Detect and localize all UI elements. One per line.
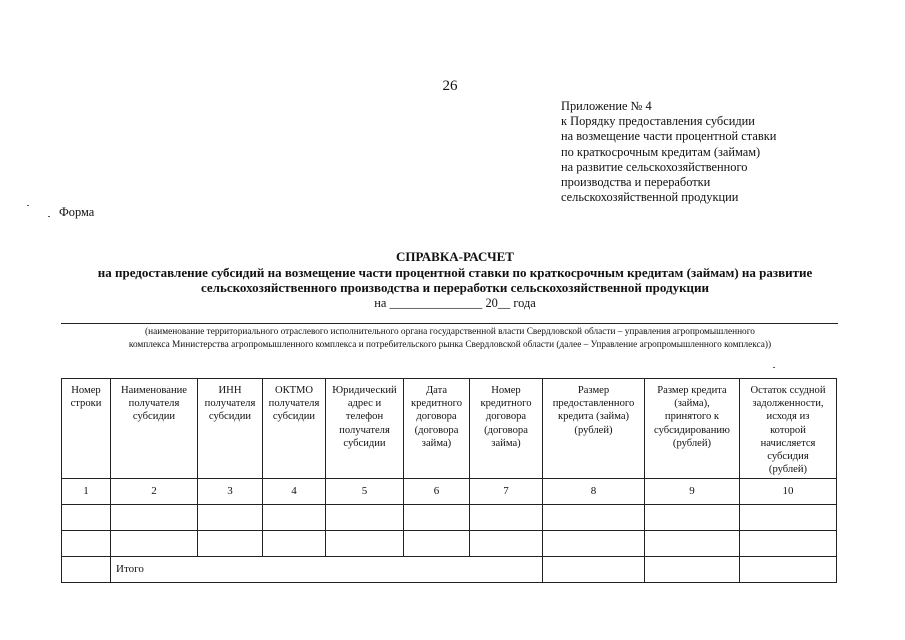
title-main: СПРАВКА-РАСЧЕТ [396,249,514,264]
table-cell [543,505,645,531]
header-text: Размер [577,385,610,396]
column-number: 8 [543,479,645,505]
column-number: 7 [470,479,543,505]
appendix-line: производства и переработки [561,175,711,190]
header-text: которой [770,424,806,436]
total-label: Итого [111,557,543,583]
column-number: 4 [263,479,326,505]
org-caption-line-1: (наименование территориального отраслевого исполнительного органа государственной власти Свердловской области – управления агропромышленного [145,327,755,337]
table-cell [645,505,740,531]
table-cell [263,505,326,531]
appendix-note [561,99,891,205]
header-text: субсидии [132,411,176,423]
header-text: начисляется [760,437,816,449]
header-text: (рублей) [672,437,712,449]
column-number: 6 [404,479,470,505]
table-cell [470,531,543,557]
table-cell [326,505,404,531]
scan-speck [27,205,29,206]
header-cell-recipient-name [111,379,198,479]
header-text: ИНН [218,385,242,396]
table-cell [470,505,543,531]
header-text: получателя [268,398,320,410]
header-text: принятого к [664,411,720,423]
table-cell [740,505,837,531]
appendix-line: к Порядку предоставления субсидии [561,114,755,129]
header-text: кредитного [480,398,532,410]
header-cell-row-number [62,379,111,479]
header-text: (рублей) [768,464,808,476]
org-name-fill-line [61,323,838,324]
appendix-line: сельскохозяйственной продукции [561,190,739,205]
header-text: (договора [484,424,528,436]
appendix-line: на развитие сельскохозяйственного [561,159,748,174]
header-text: субсидированию [654,424,730,436]
table-cell [198,531,263,557]
header-cell-inn [198,379,263,479]
column-number: 1 [62,479,111,505]
table-row [62,505,837,531]
title-line-1: на предоставление субсидий на возмещение части процентной ставки по краткосрочным кредитам (займам) на развитие [97,264,813,280]
table-cell [543,557,645,583]
column-number: 10 [740,479,837,505]
header-cell-subsidized-amount [645,379,740,479]
table-cell [740,557,837,583]
header-text: Наименование [121,385,187,396]
column-number: 3 [198,479,263,505]
calculation-table [61,378,837,583]
header-text: договора [416,411,457,423]
header-cell-outstanding-debt [740,379,837,479]
table-cell [645,557,740,583]
header-text: Юридический [332,385,397,396]
table-cell [62,505,111,531]
header-text: получателя [339,424,390,436]
header-text: предоставленного [552,398,635,410]
form-label: Форма [59,205,95,219]
header-text: адрес и [347,398,382,410]
header-cell-contract-date [404,379,470,479]
table-cell [111,531,198,557]
header-text: (займа), [674,398,710,410]
table-cell [645,531,740,557]
appendix-line: по краткосрочным кредитам (займам) [561,144,761,159]
table-cell [62,557,111,583]
table-cell [740,531,837,557]
org-caption-line-2: комплекса Министерства агропромышленного комплекса и потребительского рынка Свердловской области (далее – Управление агропромышленного комплекса)) [128,340,772,350]
table-row [62,531,837,557]
org-caption [60,326,840,352]
header-text: субсидии [208,411,252,423]
header-cell-contract-number [470,379,543,479]
table-cell [404,505,470,531]
header-text: исходя из [766,411,810,423]
appendix-line: Приложение № 4 [561,99,652,113]
header-text: Номер [491,385,521,396]
table-cell [198,505,263,531]
header-text: договора [485,411,527,423]
title-line-2: сельскохозяйственного производства и переработки сельскохозяйственной продукции [200,280,710,295]
page-number: 26 [442,78,458,94]
header-text: Номер [71,385,101,396]
header-text: субсидии [343,437,386,449]
date-line: на _______________ 20__ года [374,295,536,310]
scan-speck [48,216,50,217]
header-text: субсидии [272,411,316,423]
scan-speck [773,367,775,368]
header-cell-legal-address [326,379,404,479]
header-cell-loan-amount [543,379,645,479]
total-row [62,557,837,583]
header-text: ОКТМО [274,385,314,396]
header-cell-oktmo [263,379,326,479]
column-number: 2 [111,479,198,505]
header-text: Дата [425,385,448,396]
table-cell [326,531,404,557]
appendix-line: на возмещение части процентной ставки [561,129,777,144]
header-text: кредитного [410,398,463,410]
header-text: (договора [414,424,459,436]
table-cell [111,505,198,531]
header-text: (рублей) [574,424,613,436]
header-text: задолженности, [752,398,824,410]
header-text: кредита (займа) [557,411,630,423]
column-number: 5 [326,479,404,505]
column-number-row [62,479,837,505]
header-text: займа) [421,437,452,449]
header-text: получателя [128,398,180,410]
header-text: получателя [204,398,256,410]
header-text: телефон [345,411,384,423]
table-cell [404,531,470,557]
header-text: Размер кредита [657,385,727,396]
column-number: 9 [645,479,740,505]
table-cell [543,531,645,557]
header-text: Остаток ссудной [750,385,826,396]
table-cell [62,531,111,557]
table-cell [263,531,326,557]
header-text: займа) [491,437,521,449]
header-text: субсидия [767,451,809,463]
table-header-row [62,379,837,479]
document-title [40,249,870,311]
header-text: строки [70,398,102,410]
